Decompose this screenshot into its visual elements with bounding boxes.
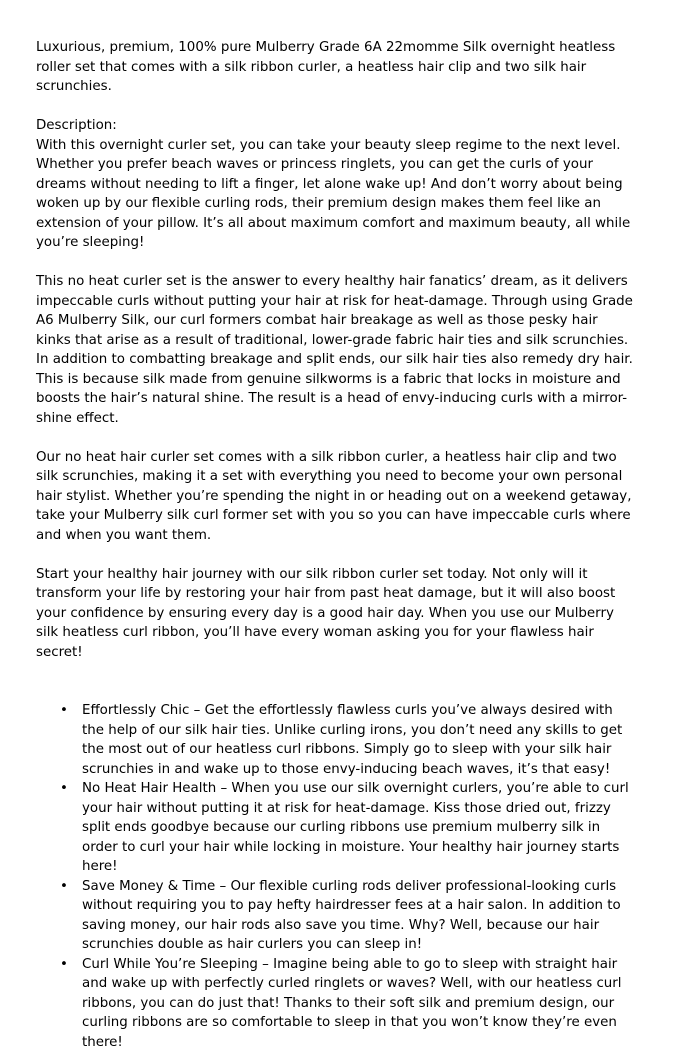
bullet-marker: • bbox=[60, 877, 68, 897]
description-section bbox=[36, 116, 636, 253]
list-item bbox=[36, 877, 636, 955]
description-paragraph-3: Our no heat hair curler set comes with a silk ribbon curler, a heatless hair clip and two silk scrunchies, making it a set with everything you need to become your own personal hair stylist. Whether you’re spending the night in or heading out on a weekend getaway, take your Mulberry silk curl former set with you so you can have impeccable curls where and when you want them. bbox=[36, 448, 636, 546]
list-item bbox=[36, 701, 636, 779]
intro-paragraph: Luxurious, premium, 100% pure Mulberry Grade 6A 22momme Silk overnight heatless roller set that comes with a silk ribbon curler, a heatless hair clip and two silk hair scrunchies. bbox=[36, 38, 636, 97]
bullet-text: Effortlessly Chic – Get the effortlessly flawless curls you’ve always desired with the help of our silk hair ties. Unlike curling irons, you don’t need any skills to get the most out of our heatless curl ribbons. Simply go to sleep with your silk hair scrunchies in and wake up to those envy-inducing beach waves, it’s that easy! bbox=[82, 703, 622, 777]
description-paragraph-2: This no heat curler set is the answer to every healthy hair fanatics’ dream, as it delivers impeccable curls without putting your hair at risk for heat-damage. Through using Grade A6 Mulberry Silk, our curl formers combat hair breakage as well as those pesky hair kinks that arise as a result of traditional, lower-grade fabric hair ties and silk scrunchies. In addition to combatting breakage and split ends, our silk hair ties also remedy dry hair. This is because silk made from genuine silkworms is a fabric that locks in moisture and boosts the hair’s natural shine. The result is a head of envy-inducing curls with a mirror-shine effect. bbox=[36, 272, 636, 428]
list-item bbox=[36, 955, 636, 1052]
bullet-marker: • bbox=[60, 701, 68, 721]
bullet-marker: • bbox=[60, 955, 68, 975]
description-paragraph-4: Start your healthy hair journey with our silk ribbon curler set today. Not only will it transform your life by restoring your hair from past heat damage, but it will also boost your confidence by ensuring every day is a good hair day. When you use our Mulberry silk heatless curl ribbon, you’ll have every woman asking you for your flawless hair secret! bbox=[36, 565, 636, 663]
spacer bbox=[36, 682, 636, 702]
bullet-text: Save Money & Time – Our flexible curling rods deliver professional-looking curls without requiring you to pay hefty hairdresser fees at a hair salon. In addition to saving money, our hair rods also save you time. Why? Well, because our hair scrunchies double as hair curlers you can sleep in! bbox=[82, 879, 621, 953]
list-item bbox=[36, 779, 636, 877]
bullet-text: No Heat Hair Health – When you use our silk overnight curlers, you’re able to curl your hair without putting it at risk for heat-damage. Kiss those dried out, frizzy split ends goodbye because our curling ribbons use premium mulberry silk in order to curl your hair while locking in moisture. Your healthy hair journey starts here! bbox=[82, 781, 629, 874]
document-page bbox=[36, 38, 636, 1052]
description-paragraph-1: With this overnight curler set, you can take your beauty sleep regime to the next level. Whether you prefer beach waves or princess ringlets, you can get the curls of your dreams without needing to lift a finger, let alone wake up! And don’t worry about being woken up by our flexible curling rods, their premium design makes them feel like an extension of your pillow. It’s all about maximum comfort and maximum beauty, all while you’re sleeping! bbox=[36, 136, 636, 253]
bullet-marker: • bbox=[60, 779, 68, 799]
bullet-text: Curl While You’re Sleeping – Imagine being able to go to sleep with straight hair and wake up with perfectly curled ringlets or waves? Well, with our heatless curl ribbons, you can do just that! Thanks to their soft silk and premium design, our curling ribbons are so comfortable to sleep in that you won’t know they’re even there! bbox=[82, 957, 622, 1050]
feature-bullet-list bbox=[36, 701, 636, 1052]
description-heading: Description: bbox=[36, 116, 636, 136]
